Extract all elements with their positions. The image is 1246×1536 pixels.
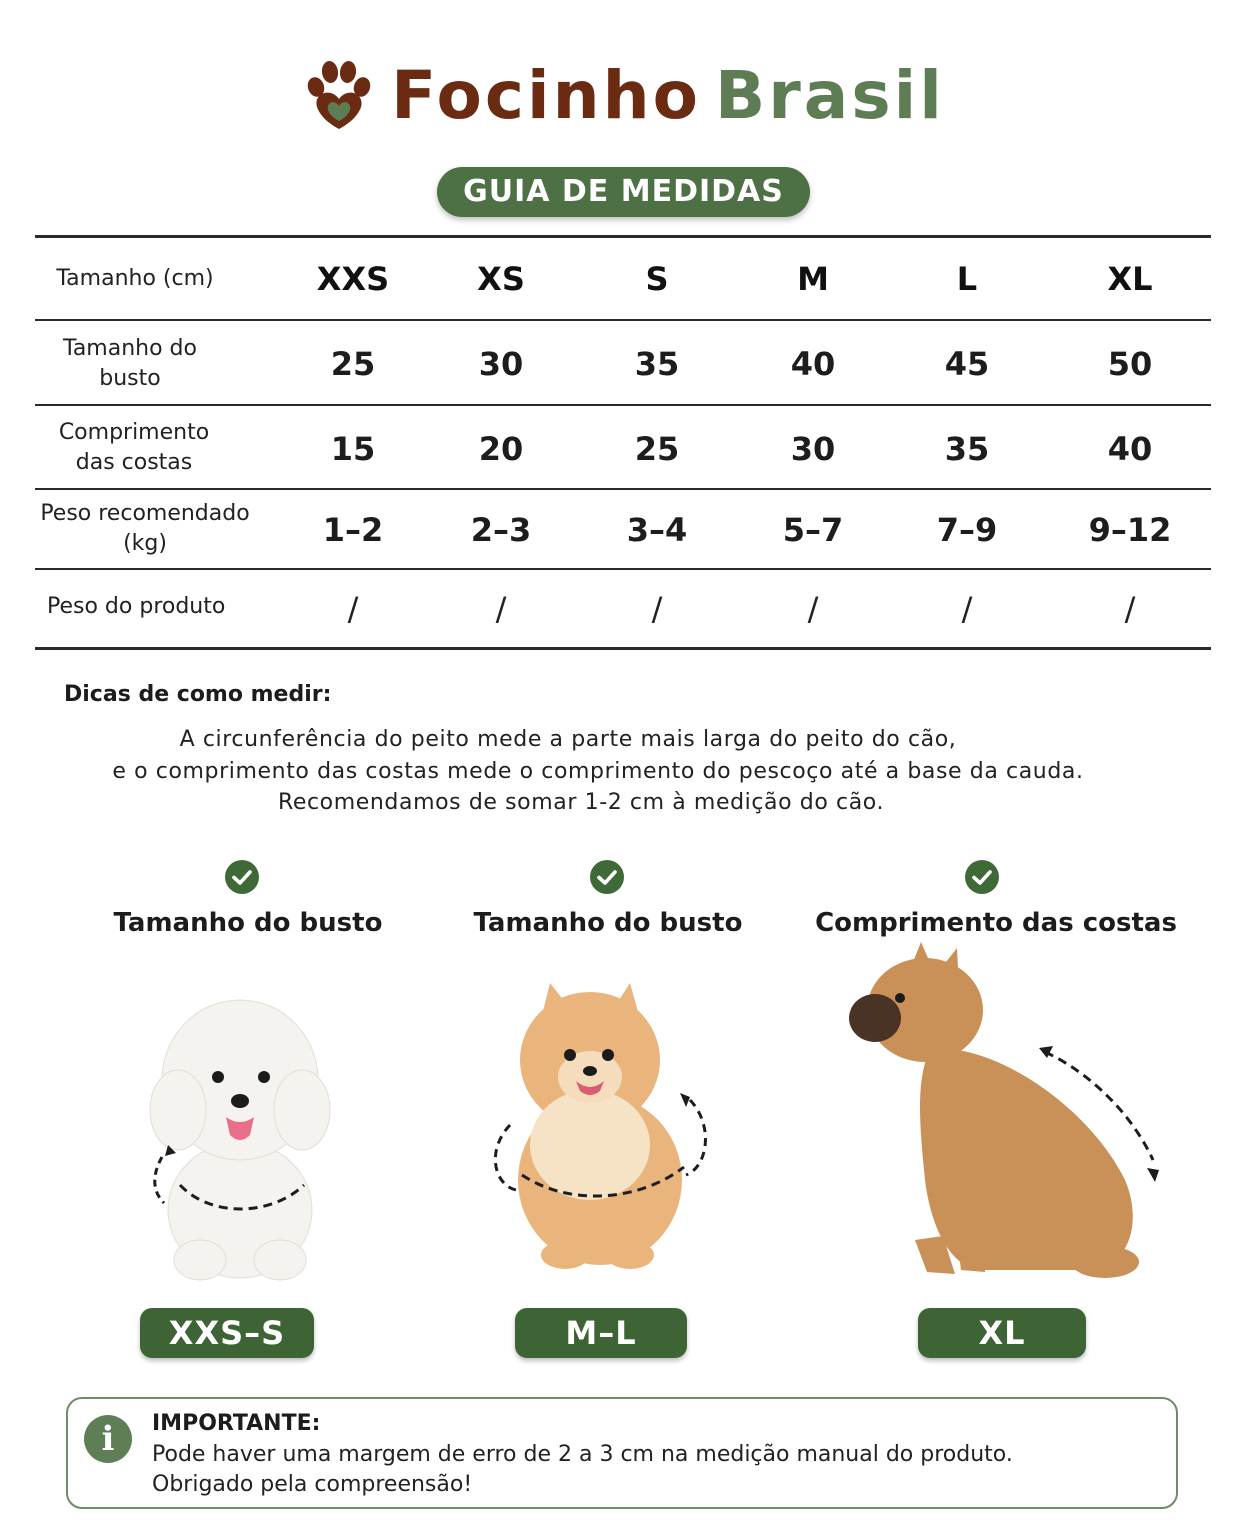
check-icon [590, 860, 624, 894]
tip-line: Recomendamos de somar 1-2 cm à medição do cão. [277, 790, 885, 815]
table-cell: 5–7 [782, 511, 844, 549]
brand-header [0, 40, 1246, 150]
table-cell: 15 [330, 430, 376, 468]
row-label-back-length [34, 418, 234, 478]
check-icon [965, 860, 999, 894]
table-cell: / [495, 590, 507, 628]
important-text: Obrigado pela compreensão! [152, 1472, 473, 1497]
table-rule [35, 404, 1211, 406]
table-cell: 30 [790, 430, 836, 468]
tip-line: A circunferência do peito mede a parte mais larga do peito do cão, [179, 727, 957, 752]
info-icon: i [84, 1415, 132, 1463]
check-icon [225, 860, 259, 894]
size-header-l: L [956, 260, 978, 298]
brand-name-part2: Brasil [714, 56, 945, 134]
table-cell: 7–9 [936, 511, 998, 549]
tip-line: e o comprimento das costas mede o comprimento do pescoço até a base da cauda. [112, 759, 1084, 784]
table-cell: 45 [944, 345, 990, 383]
table-cell: / [651, 590, 663, 628]
example-title: Tamanho do busto [113, 908, 383, 938]
table-rule [35, 488, 1211, 490]
size-header-m: M [797, 260, 829, 298]
table-cell: / [807, 590, 819, 628]
tips-title: Dicas de como medir: [64, 682, 332, 707]
paw-heart-icon [301, 59, 377, 131]
table-rule [35, 568, 1211, 570]
row-label-line: (kg) [123, 531, 167, 556]
table-cell: 30 [478, 345, 524, 383]
brand-name [391, 57, 945, 134]
table-rule [35, 319, 1211, 321]
size-badge: M–L [515, 1308, 687, 1358]
important-text: Pode haver uma margem de erro de 2 a 3 cm na medição manual do produto. [152, 1442, 1013, 1467]
row-label-line: das costas [75, 450, 193, 475]
table-cell: 35 [944, 430, 990, 468]
row-label-recommended-weight [34, 499, 256, 559]
table-cell: 50 [1107, 345, 1153, 383]
size-badge: XL [918, 1308, 1086, 1358]
row-label-line: Peso do produto [47, 594, 226, 619]
table-cell: 25 [330, 345, 376, 383]
size-header-s: S [645, 260, 669, 298]
french-bulldog-photo [835, 940, 1175, 1290]
table-rule [35, 647, 1211, 650]
table-cell: 9–12 [1088, 511, 1172, 549]
example-title: Comprimento das costas [815, 908, 1177, 938]
pomeranian-dog-photo [480, 975, 720, 1275]
row-label-line: Peso recomendado [40, 501, 250, 526]
row-label-product-weight [47, 592, 267, 622]
table-cell: / [1124, 590, 1136, 628]
size-header-xxs: XXS [316, 260, 390, 298]
table-cell: 3–4 [626, 511, 688, 549]
size-header-xl: XL [1107, 260, 1153, 298]
table-cell: / [961, 590, 973, 628]
table-cell: 1–2 [322, 511, 384, 549]
table-cell: 40 [790, 345, 836, 383]
row-label-chest [30, 334, 230, 394]
table-rule [35, 235, 1211, 238]
bichon-dog-photo [140, 995, 340, 1290]
table-cell: 40 [1107, 430, 1153, 468]
table-cell: 2–3 [470, 511, 532, 549]
table-cell: 35 [634, 345, 680, 383]
table-cell: 20 [478, 430, 524, 468]
size-header-xs: XS [477, 260, 525, 298]
row-label-line: Tamanho do [63, 336, 197, 361]
brand-name-part1: Focinho [391, 56, 701, 134]
table-cell: 25 [634, 430, 680, 468]
size-badge: XXS–S [140, 1308, 314, 1358]
guide-title: GUIA DE MEDIDAS [437, 167, 810, 217]
important-title: IMPORTANTE: [152, 1411, 321, 1436]
row-label-line: busto [99, 366, 161, 391]
row-label-line: Comprimento [58, 420, 210, 445]
table-header-label: Tamanho (cm) [56, 266, 214, 291]
table-cell: / [347, 590, 359, 628]
example-title: Tamanho do busto [473, 908, 743, 938]
